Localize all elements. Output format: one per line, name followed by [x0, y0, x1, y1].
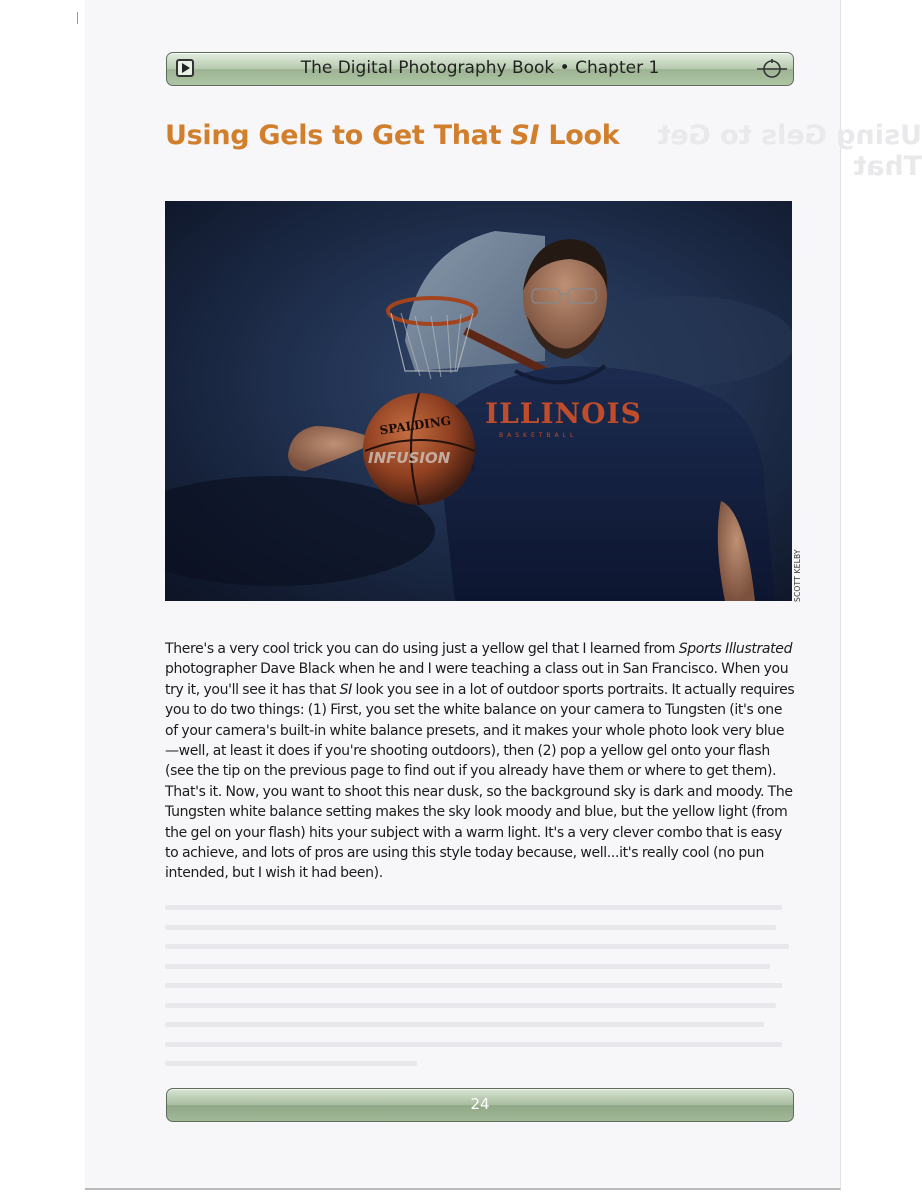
bleed-through-title: Using Gels to Get That: [657, 120, 922, 182]
ghost-line: [165, 964, 770, 969]
photo-credit-text: SCOTT KELBY: [793, 549, 802, 602]
page-number: 24: [470, 1095, 490, 1113]
body-paragraph: [165, 639, 797, 884]
body-text-3: look you see in a lot of outdoor sports portraits. It actually requires you to do two things: (1) First, you set the white balance on your camera to Tungsten (it's one of your camera's built-in white balance presets, and it makes your whole photo look very blue—well, at least it does if you're shooting outdoors), then (2) pop a yellow gel onto your flash (see the tip on the previous page to find out if you already have them or where to get them). That's it. Now, you want to shoot this near dusk, so the background sky is dark and moody. The Tungsten white balance setting makes the sky look moody and blue, but the yellow light (from the gel on your flash) hits your subject with a warm light. It's a very clever combo that is easy to achieve, and lots of pros are using this style today because, well...it's really cool (no pun intended, but I wish it had been).: [165, 681, 795, 882]
bleed-through-text: [165, 905, 795, 1081]
ghost-line: [165, 1042, 782, 1047]
title-part-2: Look: [539, 120, 620, 151]
page-footer-bar: [166, 1088, 794, 1122]
body-text-1: There's a very cool trick you can do using just a yellow gel that I learned from: [165, 641, 679, 657]
chapter-header-bar: [166, 52, 794, 86]
feature-photo: [165, 201, 792, 601]
ball-brand-text: SPALDING: [378, 413, 452, 438]
ball-model-text: INFUSION: [368, 449, 451, 467]
ghost-line: [165, 905, 782, 910]
body-emphasis-1: Sports Illustrated: [678, 641, 793, 657]
photo-credit: [793, 548, 807, 608]
ghost-line: [165, 944, 789, 949]
portrait-photo-illustration: [165, 201, 792, 601]
body-emphasis-2: SI: [339, 681, 352, 698]
page-edge-mark: [77, 12, 78, 24]
chapter-header-title: The Digital Photography Book • Chapter 1: [300, 58, 660, 78]
ghost-line: [165, 983, 782, 988]
body-text-2: photographer Dave Black when he and I were teaching a class out in San Francisco. When you try it, you'll see it has that: [165, 661, 789, 698]
title-part-1: Using Gels to Get That: [165, 120, 511, 151]
page-title: [165, 120, 619, 151]
title-emphasis: SI: [510, 120, 540, 151]
ghost-line: [165, 1061, 417, 1066]
ghost-line: [165, 1022, 764, 1027]
svg-text:BASKETBALL: BASKETBALL: [499, 432, 578, 439]
shirt-text: ILLINOIS: [485, 397, 642, 430]
ghost-line: [165, 925, 776, 930]
ghost-line: [165, 1003, 776, 1008]
target-icon: [757, 57, 787, 81]
